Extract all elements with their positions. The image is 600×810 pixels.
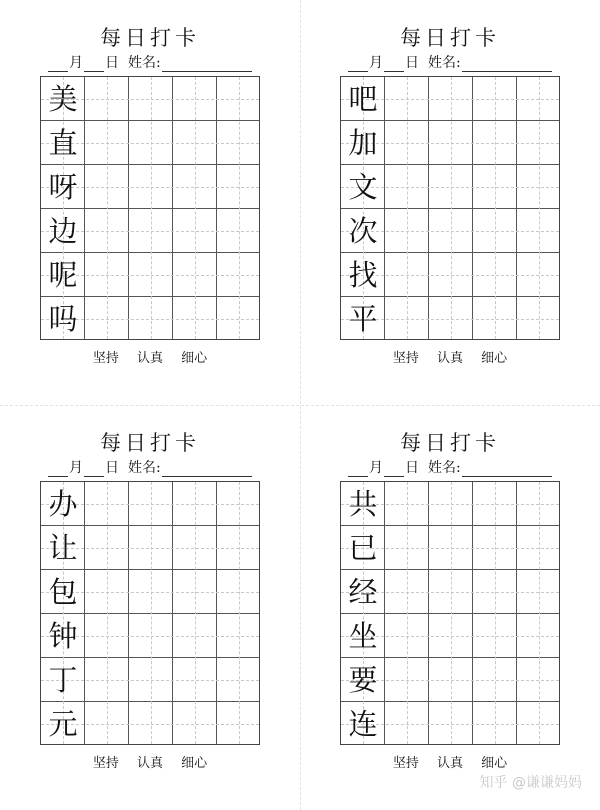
day-blank[interactable] xyxy=(84,462,104,477)
model-character: 找 xyxy=(348,257,378,292)
name-label: 姓名: xyxy=(128,55,161,71)
day-label: 日 xyxy=(405,55,419,71)
model-character: 边 xyxy=(48,213,78,248)
grid-guide-vertical xyxy=(107,77,108,339)
checkin-card xyxy=(0,405,300,810)
writing-grid[interactable] xyxy=(340,76,560,340)
grid-guide-vertical xyxy=(407,77,408,339)
grid-guide-vertical xyxy=(495,77,496,339)
month-label: 月 xyxy=(69,55,83,71)
name-blank[interactable] xyxy=(462,462,552,477)
date-name-line xyxy=(48,457,260,477)
model-character: 平 xyxy=(348,301,378,336)
day-label: 日 xyxy=(105,460,119,476)
month-blank[interactable] xyxy=(48,57,68,72)
checkin-card xyxy=(300,405,600,810)
model-character: 美 xyxy=(48,81,78,116)
grid-guide-vertical xyxy=(539,77,540,339)
writing-grid[interactable] xyxy=(340,481,560,745)
name-blank[interactable] xyxy=(162,57,252,72)
month-label: 月 xyxy=(369,55,383,71)
writing-grid[interactable] xyxy=(40,76,260,340)
writing-grid[interactable] xyxy=(40,481,260,745)
model-character: 丁 xyxy=(48,662,78,697)
month-blank[interactable] xyxy=(48,462,68,477)
card-title: 每日打卡 xyxy=(100,26,200,50)
model-character: 要 xyxy=(348,662,378,697)
motto: 坚持 认真 细心 xyxy=(392,351,508,366)
grid-guide-vertical xyxy=(195,77,196,339)
model-character: 共 xyxy=(348,486,378,521)
checkin-card xyxy=(300,0,600,405)
model-character: 包 xyxy=(48,574,78,609)
month-blank[interactable] xyxy=(348,462,368,477)
day-label: 日 xyxy=(405,460,419,476)
motto: 坚持 认真 细心 xyxy=(92,756,208,771)
model-character: 钟 xyxy=(48,618,78,653)
grid-guide-vertical xyxy=(151,482,152,744)
model-character: 吗 xyxy=(48,301,78,336)
name-label: 姓名: xyxy=(128,460,161,476)
watermark: 知乎 @谦谦妈妈 xyxy=(479,775,582,791)
name-label: 姓名: xyxy=(428,460,461,476)
motto: 坚持 认真 细心 xyxy=(392,756,508,771)
name-blank[interactable] xyxy=(162,462,252,477)
grid-guide-vertical xyxy=(151,77,152,339)
model-character: 加 xyxy=(348,125,378,160)
model-character: 次 xyxy=(348,213,378,248)
model-character: 让 xyxy=(48,530,78,565)
month-label: 月 xyxy=(369,460,383,476)
grid-guide-vertical xyxy=(451,77,452,339)
grid-guide-vertical xyxy=(195,482,196,744)
grid-guide-vertical xyxy=(451,482,452,744)
grid-guide-vertical xyxy=(107,482,108,744)
model-character: 办 xyxy=(48,486,78,521)
model-character: 已 xyxy=(348,530,378,565)
checkin-card xyxy=(0,0,300,405)
day-blank[interactable] xyxy=(384,57,404,72)
card-title: 每日打卡 xyxy=(400,26,500,50)
month-label: 月 xyxy=(69,460,83,476)
name-blank[interactable] xyxy=(462,57,552,72)
model-character: 直 xyxy=(48,125,78,160)
card-title: 每日打卡 xyxy=(400,431,500,455)
day-blank[interactable] xyxy=(384,462,404,477)
model-character: 连 xyxy=(348,706,378,741)
model-character: 经 xyxy=(348,574,378,609)
day-blank[interactable] xyxy=(84,57,104,72)
grid-guide-vertical xyxy=(539,482,540,744)
model-character: 文 xyxy=(348,169,378,204)
card-title: 每日打卡 xyxy=(100,431,200,455)
month-blank[interactable] xyxy=(348,57,368,72)
motto: 坚持 认真 细心 xyxy=(92,351,208,366)
day-label: 日 xyxy=(105,55,119,71)
model-character: 吧 xyxy=(348,81,378,116)
name-label: 姓名: xyxy=(428,55,461,71)
grid-guide-vertical xyxy=(239,482,240,744)
model-character: 坐 xyxy=(348,618,378,653)
model-character: 呀 xyxy=(48,169,78,204)
date-name-line xyxy=(348,457,560,477)
grid-guide-vertical xyxy=(239,77,240,339)
model-character: 元 xyxy=(48,706,78,741)
grid-guide-vertical xyxy=(495,482,496,744)
date-name-line xyxy=(48,52,260,72)
date-name-line xyxy=(348,52,560,72)
model-character: 呢 xyxy=(48,257,78,292)
grid-guide-vertical xyxy=(407,482,408,744)
